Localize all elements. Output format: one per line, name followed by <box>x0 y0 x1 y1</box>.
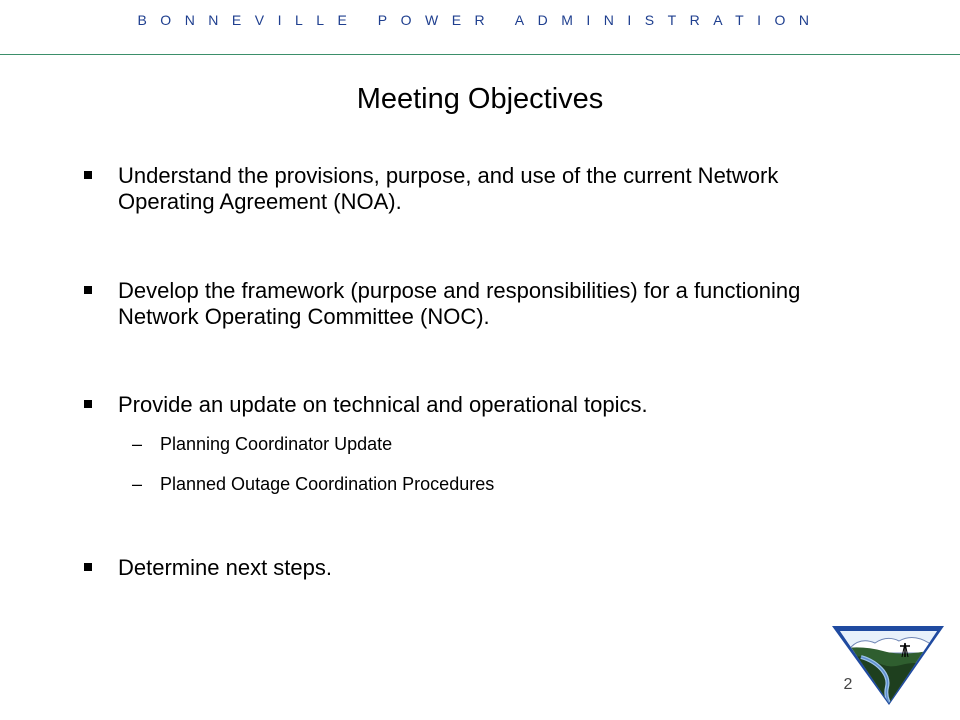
page-number: 2 <box>843 676 853 693</box>
sub-item-text: Planned Outage Coordination Procedures <box>160 474 495 494</box>
bullet-square-icon <box>84 563 92 571</box>
bullet-text: Understand the provisions, purpose, and use of the current Network Operating Agreement (NOA). <box>118 163 779 214</box>
bullet-square-icon <box>84 286 92 294</box>
bullet-text: Determine next steps. <box>118 555 332 580</box>
sub-list-item <box>132 473 832 495</box>
organization-header: BONNEVILLE POWER ADMINISTRATION <box>137 12 823 28</box>
sub-list-item <box>132 433 832 455</box>
bullet-square-icon <box>84 400 92 408</box>
sub-item-text: Planning Coordinator Update <box>160 434 393 454</box>
list-item <box>84 163 844 215</box>
list-item <box>84 555 844 581</box>
dash-icon: – <box>132 474 143 494</box>
bullet-square-icon <box>84 171 92 179</box>
list-item <box>84 278 844 330</box>
bullet-text: Develop the framework (purpose and responsibilities) for a functioning Network Operating Committee (NOC). <box>118 278 801 329</box>
slide-title: Meeting Objectives <box>356 83 604 115</box>
list-item <box>84 392 844 418</box>
dash-icon: – <box>132 434 143 454</box>
header-divider <box>0 54 960 55</box>
bullet-text: Provide an update on technical and operational topics. <box>118 392 648 417</box>
